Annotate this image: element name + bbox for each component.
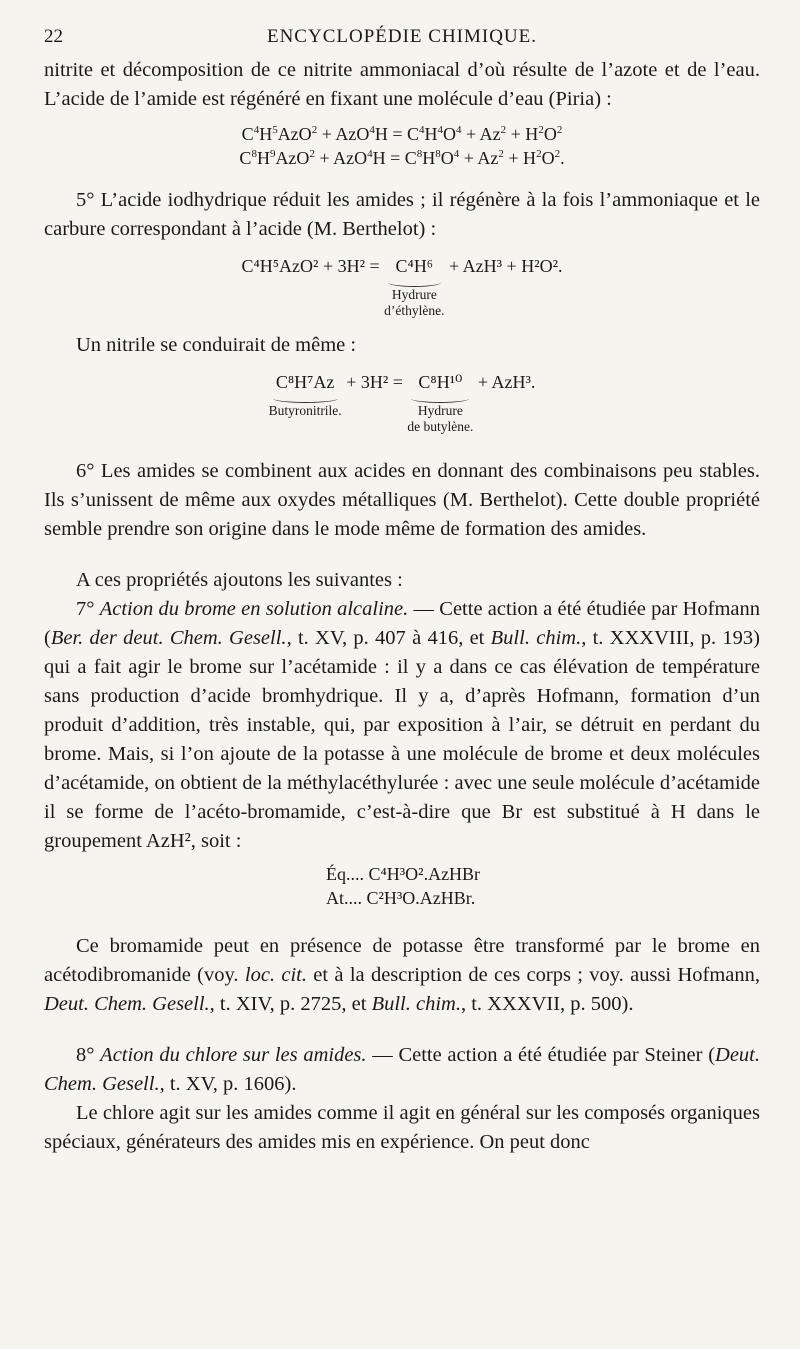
reference-ber: Ber. der deut. Chem. Gesell. (50, 627, 287, 649)
section-number-6: 6° (76, 460, 95, 482)
paragraph-8 (44, 1041, 760, 1099)
formula-ethylene (44, 254, 760, 319)
formula-ethylene-right: + AzH³ + H²O². (449, 256, 563, 276)
paragraph-intro-properties: A ces propriétés ajoutons les suivantes : (76, 569, 403, 591)
paragraph-bromamide-c: , t. XIV, p. 2725, et (209, 993, 372, 1015)
label-butyronitrile: Butyronitrile. (268, 403, 342, 418)
paragraph-8-text-b: , t. XV, p. 1606). (159, 1073, 297, 1095)
paragraph-6 (44, 457, 760, 544)
formula-butylene-product: C⁸H¹⁰ (418, 372, 463, 392)
reference-deut-chem-2: Deut. Chem. Gesell. (44, 1044, 760, 1095)
underbrace (388, 278, 440, 287)
paragraph-8-text-a: — Cette action a été étudiée par Steiner ( (366, 1044, 716, 1066)
equivalent-line: Éq.... C⁴H³O².AzHBr (326, 864, 481, 884)
label-hydrure-2: Hydrure (417, 403, 463, 418)
formula-ethylene-left: C⁴H⁵AzO² + 3H² = (241, 256, 380, 276)
section-number-8: 8° (76, 1044, 95, 1066)
section-title-brome: Action du brome en solution alcaline. (99, 598, 409, 620)
paragraph-7-text-b: , t. XV, p. 407 à 416, et (286, 627, 491, 649)
paragraph-bromamide-a: Ce bromamide peut en présence de potasse être transformé par le brome en acétodibromanide (voy. (44, 935, 760, 986)
formula-butyronitrile: C⁸H⁷Az (275, 372, 335, 392)
page-body (44, 56, 760, 1157)
underbrace (411, 394, 469, 403)
formula-butylene-mid: + 3H² = (346, 372, 403, 392)
paragraph-bromamide-b: et à la description de ces corps ; voy. aussi Hofmann, (306, 964, 760, 986)
formula-ethylene-product: C⁴H⁶ (395, 256, 434, 276)
formula-ethylene-braced (384, 254, 444, 319)
reference-bull-chim-2: Bull. chim. (371, 993, 461, 1015)
reference-bull-chim: Bull. chim. (490, 627, 582, 649)
formula-butylene (44, 370, 760, 435)
paragraph-chlore: Le chlore agit sur les amides comme il agit en général sur les composés organiques spéciaux, générateurs des amides mis en expérience. On peut donc (44, 1102, 760, 1153)
formula-butylene-end: + AzH³. (477, 372, 536, 392)
page-number: 22 (44, 26, 63, 47)
section-number-7: 7° (76, 598, 95, 620)
paragraph-7-text-a: — Cette action a été étudiée par Hofmann ( (44, 598, 760, 649)
paragraph-bromamide-d: , t. XXXVII, p. 500). (460, 993, 634, 1015)
underbrace (273, 394, 338, 403)
section-title-chlore: Action du chlore sur les amides. (100, 1044, 367, 1066)
paragraph-bromamide (44, 932, 760, 1019)
paragraph-5-text: L’acide iodhydrique réduit les amides ; il régénère à la fois l’ammoniaque et le carbure correspondant à l’acide (M. Berthelot) : (44, 189, 760, 240)
paragraph-7-text-c: , t. XXXVIII, p. 193) qui a fait agir le brome sur l’acétamide : il y a dans ce cas élévation de température sans production d’acide bromhydrique. Il y a, d’après Hofmann, formation d’un produit d’addition, très instable, qui, par exposition à l’air, se détruit en perdant du brome. Mais, si l’on ajoute de la potasse à une molécule de brome et deux molécules d’acétamide, on obtient de la méthylacéthylurée : avec une seule molécule d’acétamide il se forme de l’acéto-bromamide, c’est-à-dire que Br est substitué à H dans le groupement AzH², soit : (44, 627, 761, 852)
paragraph-nitrile: Un nitrile se conduirait de même : (76, 334, 357, 356)
page-header (44, 26, 760, 54)
label-hydrure: Hydrure (391, 287, 437, 302)
formula-butylene-braced (407, 370, 473, 435)
paragraph-1: nitrite et décomposition de ce nitrite ammoniacal d’où résulte de l’azote et de l’eau. L’acide de l’amide est régénéré en fixant une molécule d’eau (Piria) : (44, 59, 760, 110)
formula-piria-1: $C^4H^5AzO^2 + AzO^4H = C^4H^4O^4 + Az^2 + H^2O^2$ (241, 124, 563, 144)
paragraph-7 (44, 595, 760, 856)
paragraph-5 (44, 186, 760, 244)
paragraph-6-text: Les amides se combinent aux acides en donnant des combinaisons peu stables. Ils s’unissent de même aux oxydes métalliques (M. Berthelot). Cette double propriété semble prendre son origine dans le mode même de formation des amides. (44, 460, 761, 540)
label-butylene: de butylène. (407, 419, 474, 434)
reference-loc-cit: loc. cit. (244, 964, 307, 986)
section-number-5: 5° (76, 189, 95, 211)
label-ethylene: d’éthylène. (384, 303, 445, 318)
formula-piria-2: $C^8H^9AzO^2 + AzO^4H = C^8H^8O^4 + Az^2 + H^2O^2$. (239, 148, 565, 168)
reference-deut-chem: Deut. Chem. Gesell. (44, 993, 210, 1015)
running-title: ENCYCLOPÉDIE CHIMIQUE. (266, 26, 538, 47)
equivalent-formulas (326, 862, 760, 910)
atomic-line: At.... C²H³O.AzHBr. (326, 888, 476, 908)
formula-butyronitrile-braced (269, 370, 342, 419)
